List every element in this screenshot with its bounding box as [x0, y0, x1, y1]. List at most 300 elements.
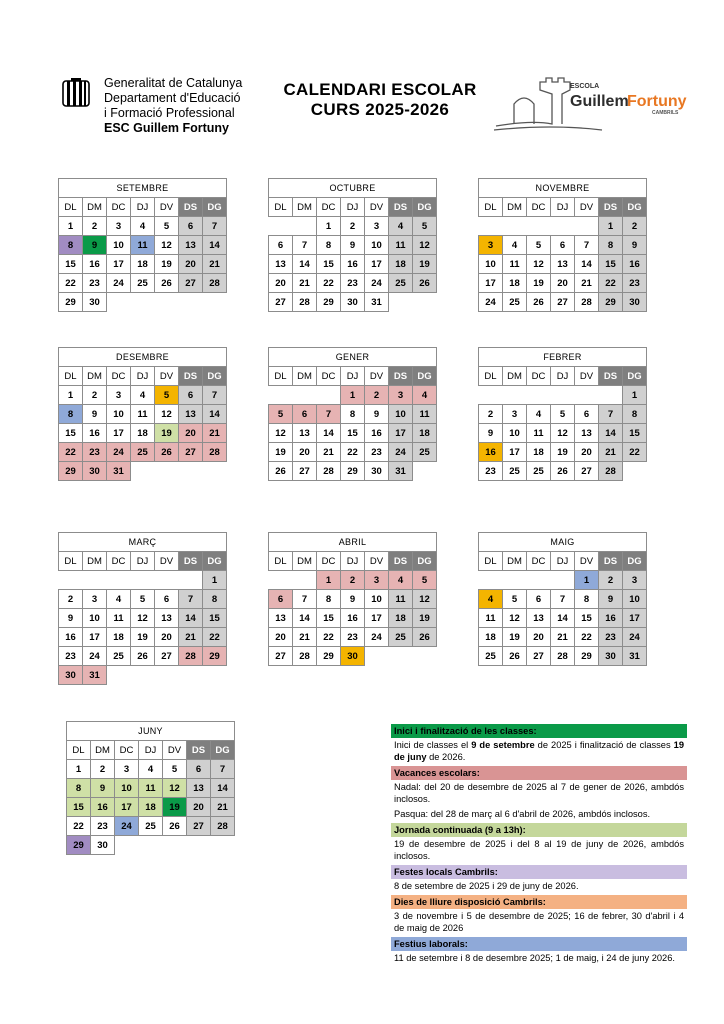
day-cell: 2 [59, 590, 83, 609]
day-cell: 19 [155, 255, 179, 274]
empty-cell [187, 836, 211, 855]
day-cell: 11 [389, 590, 413, 609]
empty-cell [527, 571, 551, 590]
empty-cell [203, 666, 227, 685]
weekday-header: DV [575, 552, 599, 571]
empty-cell [479, 217, 503, 236]
day-cell: 16 [599, 609, 623, 628]
month-name: OCTUBRE [269, 179, 437, 198]
day-cell: 23 [341, 628, 365, 647]
weekday-header: DL [269, 198, 293, 217]
legend-heading: Dies de lliure disposició Cambrils: [391, 895, 687, 909]
gencat-logo-icon [62, 78, 90, 108]
day-cell: 25 [413, 443, 437, 462]
day-cell: 3 [365, 217, 389, 236]
day-cell: 15 [59, 255, 83, 274]
weekday-header: DS [179, 198, 203, 217]
day-cell: 6 [575, 405, 599, 424]
month-juny [66, 721, 235, 855]
legend-text-part: de 2025 i finalització de classes [534, 740, 674, 750]
day-cell: 23 [365, 443, 389, 462]
day-cell: 2 [341, 217, 365, 236]
page-title [265, 80, 495, 120]
day-cell: 24 [115, 817, 139, 836]
day-cell: 14 [203, 236, 227, 255]
day-cell: 12 [155, 405, 179, 424]
school-logo [492, 74, 687, 134]
day-cell: 22 [59, 274, 83, 293]
day-cell: 12 [269, 424, 293, 443]
day-cell: 28 [293, 293, 317, 312]
logo-escola: ESCOLA [570, 83, 600, 90]
day-cell: 24 [389, 443, 413, 462]
day-cell: 15 [203, 609, 227, 628]
weekday-header: DS [599, 552, 623, 571]
day-cell: 22 [317, 274, 341, 293]
legend-text-part: de 2026. [426, 752, 466, 762]
legend-text: 11 de setembre i 8 de desembre 2025; 1 de maig, i 24 de juny 2026. [394, 953, 675, 963]
legend-text: 8 de setembre de 2025 i 29 de juny de 2026. [394, 881, 579, 891]
day-cell: 29 [341, 462, 365, 481]
day-cell: 5 [155, 386, 179, 405]
weekday-header: DM [503, 367, 527, 386]
day-cell: 20 [179, 424, 203, 443]
title-line-2: CURS 2025-2026 [310, 100, 450, 119]
day-cell: 20 [155, 628, 179, 647]
day-cell: 9 [341, 590, 365, 609]
day-cell: 3 [479, 236, 503, 255]
day-cell: 27 [269, 647, 293, 666]
weekday-header: DV [155, 367, 179, 386]
day-cell: 18 [389, 609, 413, 628]
weekday-header: DJ [551, 552, 575, 571]
day-cell: 16 [341, 255, 365, 274]
empty-cell [131, 666, 155, 685]
day-cell: 27 [527, 647, 551, 666]
day-cell: 25 [389, 274, 413, 293]
day-cell: 17 [365, 255, 389, 274]
weekday-header: DL [269, 552, 293, 571]
weekday-header: DJ [131, 552, 155, 571]
day-cell: 21 [599, 443, 623, 462]
empty-cell [479, 571, 503, 590]
day-cell: 8 [317, 590, 341, 609]
day-cell: 5 [269, 405, 293, 424]
weekday-header: DV [365, 367, 389, 386]
day-cell: 6 [269, 236, 293, 255]
department-name: Departament d'Educació [104, 91, 241, 105]
day-cell: 9 [83, 405, 107, 424]
day-cell: 13 [575, 424, 599, 443]
day-cell: 17 [365, 609, 389, 628]
weekday-header: DS [599, 367, 623, 386]
day-cell: 6 [187, 760, 211, 779]
day-cell: 22 [575, 628, 599, 647]
weekday-header: DJ [341, 552, 365, 571]
day-cell: 30 [341, 647, 365, 666]
day-cell: 9 [479, 424, 503, 443]
day-cell: 30 [91, 836, 115, 855]
weekday-header: DM [91, 741, 115, 760]
day-cell: 16 [83, 424, 107, 443]
empty-cell [389, 647, 413, 666]
day-cell: 12 [527, 255, 551, 274]
day-cell: 16 [479, 443, 503, 462]
empty-cell [155, 462, 179, 481]
month-desembre [58, 347, 227, 481]
weekday-header: DC [317, 198, 341, 217]
day-cell: 12 [551, 424, 575, 443]
empty-cell [131, 571, 155, 590]
day-cell: 5 [503, 590, 527, 609]
day-cell: 11 [131, 405, 155, 424]
day-cell: 27 [269, 293, 293, 312]
day-cell: 12 [163, 779, 187, 798]
day-cell: 22 [317, 628, 341, 647]
day-cell: 14 [293, 609, 317, 628]
day-cell: 22 [203, 628, 227, 647]
day-cell: 3 [115, 760, 139, 779]
empty-cell [623, 462, 647, 481]
day-cell: 30 [341, 293, 365, 312]
day-cell: 11 [413, 405, 437, 424]
day-cell: 22 [623, 443, 647, 462]
weekday-header: DG [413, 198, 437, 217]
day-cell: 12 [413, 590, 437, 609]
day-cell: 13 [269, 255, 293, 274]
day-cell: 4 [413, 386, 437, 405]
day-cell: 23 [479, 462, 503, 481]
weekday-header: DM [293, 367, 317, 386]
month-abril [268, 532, 437, 666]
day-cell: 6 [155, 590, 179, 609]
weekday-header: DL [479, 198, 503, 217]
day-cell: 3 [503, 405, 527, 424]
day-cell: 19 [413, 255, 437, 274]
day-cell: 19 [551, 443, 575, 462]
day-cell: 10 [479, 255, 503, 274]
day-cell: 17 [503, 443, 527, 462]
legend-heading: Vacances escolars: [391, 766, 687, 780]
empty-cell [179, 666, 203, 685]
legend-heading: Jornada continuada (9 a 13h): [391, 823, 687, 837]
weekday-header: DM [83, 552, 107, 571]
empty-cell [107, 571, 131, 590]
day-cell: 9 [623, 236, 647, 255]
day-cell: 1 [575, 571, 599, 590]
day-cell: 12 [413, 236, 437, 255]
day-cell: 7 [317, 405, 341, 424]
weekday-header: DL [269, 367, 293, 386]
day-cell: 20 [269, 628, 293, 647]
empty-cell [551, 386, 575, 405]
weekday-header: DJ [131, 198, 155, 217]
day-cell: 23 [83, 443, 107, 462]
day-cell: 28 [317, 462, 341, 481]
day-cell: 4 [389, 217, 413, 236]
day-cell: 18 [479, 628, 503, 647]
weekday-header: DC [107, 552, 131, 571]
day-cell: 24 [365, 628, 389, 647]
day-cell: 4 [107, 590, 131, 609]
weekday-header: DG [413, 367, 437, 386]
day-cell: 18 [131, 255, 155, 274]
day-cell: 29 [59, 293, 83, 312]
day-cell: 14 [317, 424, 341, 443]
day-cell: 26 [155, 274, 179, 293]
day-cell: 23 [341, 274, 365, 293]
day-cell: 15 [599, 255, 623, 274]
logo-cambrils: CAMBRILS [652, 110, 679, 116]
day-cell: 31 [389, 462, 413, 481]
weekday-header: DJ [551, 367, 575, 386]
empty-cell [317, 386, 341, 405]
month-gener [268, 347, 437, 481]
day-cell: 26 [163, 817, 187, 836]
month-name: ABRIL [269, 533, 437, 552]
day-cell: 20 [527, 628, 551, 647]
day-cell: 14 [211, 779, 235, 798]
day-cell: 10 [365, 590, 389, 609]
empty-cell [269, 571, 293, 590]
day-cell: 28 [599, 462, 623, 481]
day-cell: 29 [599, 293, 623, 312]
day-cell: 23 [599, 628, 623, 647]
empty-cell [365, 647, 389, 666]
empty-cell [211, 836, 235, 855]
day-cell: 4 [389, 571, 413, 590]
day-cell: 23 [623, 274, 647, 293]
empty-cell [551, 217, 575, 236]
weekday-header: DS [389, 198, 413, 217]
day-cell: 26 [527, 293, 551, 312]
day-cell: 18 [139, 798, 163, 817]
day-cell: 12 [503, 609, 527, 628]
day-cell: 6 [527, 590, 551, 609]
empty-cell [269, 217, 293, 236]
weekday-header: DC [527, 198, 551, 217]
legend-text: Pasqua: del 28 de març al 6 d'abril de 2026, ambdós inclosos. [394, 809, 651, 819]
day-cell: 11 [107, 609, 131, 628]
day-cell: 20 [269, 274, 293, 293]
day-cell: 16 [341, 609, 365, 628]
weekday-header: DM [503, 198, 527, 217]
day-cell: 26 [503, 647, 527, 666]
day-cell: 8 [67, 779, 91, 798]
day-cell: 28 [203, 274, 227, 293]
day-cell: 22 [59, 443, 83, 462]
day-cell: 12 [131, 609, 155, 628]
day-cell: 21 [575, 274, 599, 293]
month-febrer [478, 347, 647, 481]
weekday-header: DG [413, 552, 437, 571]
empty-cell [527, 217, 551, 236]
day-cell: 3 [389, 386, 413, 405]
day-cell: 18 [389, 255, 413, 274]
day-cell: 21 [203, 424, 227, 443]
weekday-header: DJ [139, 741, 163, 760]
day-cell: 20 [551, 274, 575, 293]
empty-cell [503, 571, 527, 590]
day-cell: 25 [503, 293, 527, 312]
day-cell: 22 [341, 443, 365, 462]
day-cell: 13 [527, 609, 551, 628]
day-cell: 29 [575, 647, 599, 666]
empty-cell [131, 462, 155, 481]
day-cell: 18 [503, 274, 527, 293]
day-cell: 10 [503, 424, 527, 443]
empty-cell [599, 386, 623, 405]
day-cell: 5 [155, 217, 179, 236]
weekday-header: DM [83, 367, 107, 386]
weekday-header: DS [179, 552, 203, 571]
month-name: DESEMBRE [59, 348, 227, 367]
legend-heading: Festes locals Cambrils: [391, 865, 687, 879]
empty-cell [551, 571, 575, 590]
empty-cell [575, 386, 599, 405]
weekday-header: DJ [341, 367, 365, 386]
day-cell: 11 [131, 236, 155, 255]
empty-cell [293, 571, 317, 590]
day-cell: 10 [107, 405, 131, 424]
day-cell: 10 [623, 590, 647, 609]
day-cell: 27 [179, 274, 203, 293]
day-cell: 17 [107, 255, 131, 274]
day-cell: 30 [365, 462, 389, 481]
day-cell: 26 [413, 628, 437, 647]
day-cell: 26 [269, 462, 293, 481]
day-cell: 20 [575, 443, 599, 462]
day-cell: 17 [623, 609, 647, 628]
legend-text-part: 9 de setembre [471, 740, 535, 750]
gencat-name: Generalitat de Catalunya [104, 76, 243, 90]
weekday-header: DG [623, 552, 647, 571]
weekday-header: DC [317, 367, 341, 386]
day-cell: 10 [107, 236, 131, 255]
day-cell: 15 [317, 609, 341, 628]
day-cell: 28 [551, 647, 575, 666]
day-cell: 3 [83, 590, 107, 609]
day-cell: 19 [527, 274, 551, 293]
day-cell: 21 [211, 798, 235, 817]
weekday-header: DL [479, 367, 503, 386]
day-cell: 14 [179, 609, 203, 628]
day-cell: 6 [179, 217, 203, 236]
day-cell: 2 [341, 571, 365, 590]
day-cell: 29 [203, 647, 227, 666]
day-cell: 17 [115, 798, 139, 817]
month-setembre [58, 178, 227, 312]
logo-guillem: Guillem [570, 93, 629, 110]
empty-cell [575, 217, 599, 236]
day-cell: 15 [341, 424, 365, 443]
department-name-2: i Formació Professional [104, 106, 235, 120]
day-cell: 19 [269, 443, 293, 462]
weekday-header: DG [203, 198, 227, 217]
day-cell: 23 [91, 817, 115, 836]
day-cell: 31 [623, 647, 647, 666]
day-cell: 1 [317, 217, 341, 236]
day-cell: 18 [527, 443, 551, 462]
empty-cell [107, 293, 131, 312]
day-cell: 5 [527, 236, 551, 255]
month-març [58, 532, 227, 685]
day-cell: 8 [59, 236, 83, 255]
day-cell: 24 [107, 443, 131, 462]
day-cell: 27 [155, 647, 179, 666]
empty-cell [155, 666, 179, 685]
month-novembre [478, 178, 647, 312]
day-cell: 17 [479, 274, 503, 293]
weekday-header: DC [317, 552, 341, 571]
day-cell: 21 [551, 628, 575, 647]
empty-cell [479, 386, 503, 405]
day-cell: 14 [575, 255, 599, 274]
weekday-header: DG [203, 367, 227, 386]
weekday-header: DG [623, 198, 647, 217]
day-cell: 1 [599, 217, 623, 236]
day-cell: 7 [211, 760, 235, 779]
day-cell: 22 [67, 817, 91, 836]
legend-text-part: 19 de juny [394, 740, 684, 762]
weekday-header: DM [293, 552, 317, 571]
day-cell: 25 [139, 817, 163, 836]
day-cell: 18 [413, 424, 437, 443]
empty-cell [155, 571, 179, 590]
day-cell: 7 [599, 405, 623, 424]
day-cell: 14 [599, 424, 623, 443]
day-cell: 21 [293, 274, 317, 293]
day-cell: 20 [179, 255, 203, 274]
weekday-header: DM [293, 198, 317, 217]
weekday-header: DJ [551, 198, 575, 217]
day-cell: 13 [187, 779, 211, 798]
day-cell: 28 [293, 647, 317, 666]
day-cell: 25 [479, 647, 503, 666]
day-cell: 1 [59, 386, 83, 405]
month-name: NOVEMBRE [479, 179, 647, 198]
day-cell: 6 [269, 590, 293, 609]
day-cell: 30 [83, 293, 107, 312]
day-cell: 7 [203, 386, 227, 405]
day-cell: 13 [179, 405, 203, 424]
day-cell: 11 [139, 779, 163, 798]
weekday-header: DC [107, 367, 131, 386]
weekday-header: DM [83, 198, 107, 217]
day-cell: 13 [269, 609, 293, 628]
day-cell: 7 [293, 236, 317, 255]
day-cell: 24 [107, 274, 131, 293]
day-cell: 23 [83, 274, 107, 293]
day-cell: 8 [341, 405, 365, 424]
empty-cell [203, 462, 227, 481]
weekday-header: DC [527, 367, 551, 386]
day-cell: 19 [131, 628, 155, 647]
day-cell: 8 [575, 590, 599, 609]
legend-heading: Inici i finalització de les classes: [391, 724, 687, 738]
day-cell: 15 [67, 798, 91, 817]
empty-cell [413, 647, 437, 666]
day-cell: 13 [155, 609, 179, 628]
day-cell: 2 [623, 217, 647, 236]
day-cell: 15 [317, 255, 341, 274]
weekday-header: DJ [341, 198, 365, 217]
day-cell: 9 [83, 236, 107, 255]
day-cell: 14 [203, 405, 227, 424]
day-cell: 15 [59, 424, 83, 443]
day-cell: 21 [179, 628, 203, 647]
logo-fortuny: Fortuny [627, 93, 687, 110]
